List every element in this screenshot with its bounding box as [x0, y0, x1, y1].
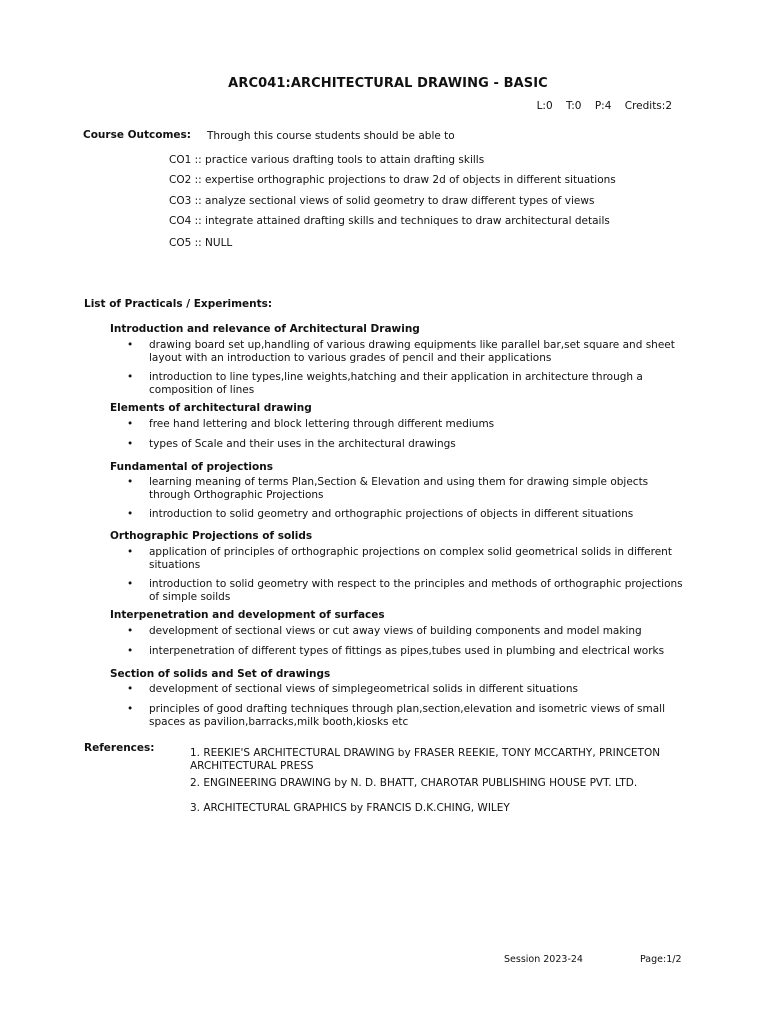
tutorial-hours: T:0 [566, 100, 582, 112]
section-list [127, 625, 687, 664]
list-item: • interpenetration of different types of fittings as pipes,tubes used in plumbing and electrical works [127, 645, 665, 657]
list-item: • application of principles of orthographic projections on complex solid geometrical solids in different situations [127, 546, 672, 571]
section-title: Fundamental of projections [110, 461, 273, 473]
bullet-icon: • [127, 703, 134, 715]
reference-item: 1. REEKIE'S ARCHITECTURAL DRAWING by FRASER REEKIE, TONY MCCARTHY, PRINCETON ARCHITECTURAL PRESS [190, 747, 661, 772]
bullet-icon: • [127, 339, 134, 351]
course-outcomes-label: Course Outcomes: [83, 129, 191, 141]
bullet-icon: • [127, 546, 134, 558]
section-title: Elements of architectural drawing [110, 402, 312, 414]
bullet-icon: • [127, 508, 134, 520]
section-list [127, 683, 687, 735]
session-label: Session 2023-24 [504, 954, 583, 965]
list-item: • introduction to solid geometry and orthographic projections of objects in different situations [127, 508, 634, 520]
section-title: Orthographic Projections of solids [110, 530, 313, 542]
list-item: • types of Scale and their uses in the architectural drawings [127, 438, 456, 450]
course-outcome-item: CO5 :: NULL [169, 237, 233, 249]
bullet-icon: • [127, 625, 134, 637]
page-number: Page:1/2 [640, 954, 682, 965]
bullet-icon: • [127, 578, 134, 590]
reference-item: 2. ENGINEERING DRAWING by N. D. BHATT, CHAROTAR PUBLISHING HOUSE PVT. LTD. [190, 777, 638, 789]
bullet-icon: • [127, 371, 134, 383]
section-title: Section of solids and Set of drawings [110, 668, 331, 680]
bullet-icon: • [127, 418, 134, 430]
course-outcomes-intro: Through this course students should be able to [207, 130, 455, 142]
list-item: • free hand lettering and block lettering through different mediums [127, 418, 495, 430]
section-list [127, 546, 687, 610]
course-outcome-item: CO3 :: analyze sectional views of solid geometry to draw different types of views [169, 195, 595, 207]
list-item: • development of sectional views or cut away views of building components and model making [127, 625, 642, 637]
list-item: • introduction to line types,line weights,hatching and their application in architecture through a composition of lines [127, 371, 643, 396]
bullet-icon: • [127, 683, 134, 695]
practicals-heading: List of Practicals / Experiments: [84, 298, 273, 310]
course-outcome-item: CO2 :: expertise orthographic projections to draw 2d of objects in different situations [169, 174, 616, 186]
section-list [127, 476, 687, 527]
list-item: • learning meaning of terms Plan,Section & Elevation and using them for drawing simple objects through Orthographic Projections [127, 476, 649, 501]
list-item: • drawing board set up,handling of various drawing equipments like parallel bar,set square and sheet layout with an introduction to various grades of pencil and their applications [127, 339, 675, 364]
bullet-icon: • [127, 438, 134, 450]
section-list [127, 339, 687, 403]
reference-item: 3. ARCHITECTURAL GRAPHICS by FRANCIS D.K.CHING, WILEY [190, 802, 510, 814]
section-title: Interpenetration and development of surfaces [110, 609, 385, 621]
list-item: • introduction to solid geometry with respect to the principles and methods of orthographic projections of simple soilds [127, 578, 683, 603]
list-item: • development of sectional views of simplegeometrical solids in different situations [127, 683, 578, 695]
references-label: References: [84, 742, 155, 754]
practical-hours: P:4 [594, 100, 612, 112]
credits: Credits:2 [624, 100, 672, 112]
course-outcome-item: CO1 :: practice various drafting tools to attain drafting skills [169, 154, 485, 166]
bullet-icon: • [127, 476, 134, 488]
section-title: Introduction and relevance of Architectural Drawing [110, 323, 420, 335]
section-list [127, 418, 687, 457]
course-outcome-item: CO4 :: integrate attained drafting skills and techniques to draw architectural details [169, 215, 610, 227]
course-title: ARC041:ARCHITECTURAL DRAWING - BASIC [228, 76, 548, 91]
list-item: • principles of good drafting techniques through plan,section,elevation and isometric views of small spaces as pavilion,barracks,milk booth,kiosks etc [127, 703, 666, 728]
lecture-hours: L:0 [536, 100, 553, 112]
credit-info [527, 100, 672, 112]
bullet-icon: • [127, 645, 134, 657]
